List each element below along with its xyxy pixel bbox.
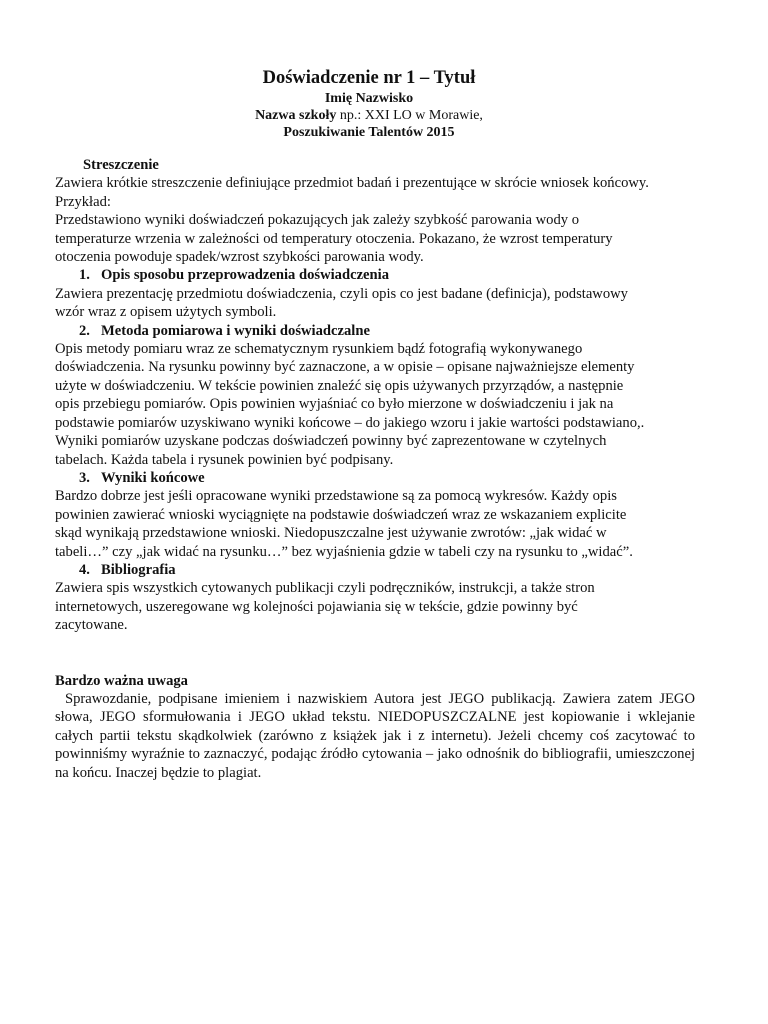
summary-line: temperaturze wrzenia w zależności od temperatury otoczenia. Pokazano, że wzrost temperatury: [55, 230, 613, 247]
section-heading: [55, 322, 695, 340]
section-line: skąd wynikają przedstawione wnioski. Niedopuszczalne jest używanie zwrotów: „jak widać w: [55, 525, 607, 542]
section-title: Bibliografia: [101, 561, 176, 578]
summary-line: Przykład:: [55, 193, 111, 210]
section-title: Metoda pomiarowa i wyniki doświadczalne: [101, 322, 370, 339]
school-value: np.: XXI LO w Morawie,: [336, 108, 483, 123]
section-line: wzór wraz z opisem użytych symboli.: [55, 304, 277, 321]
spacer: [55, 635, 695, 672]
section-number: 4.: [79, 561, 90, 578]
section-number: 3.: [79, 469, 90, 486]
section-heading: [55, 469, 695, 487]
section-line: Zawiera prezentację przedmiotu doświadczenia, czyli opis co jest badane (definicja), podstawowy: [55, 285, 628, 302]
section-line: tabelach. Każda tabela i rysunek powinien być podpisany.: [55, 451, 394, 468]
summary-line: Przedstawiono wyniki doświadczeń pokazujących jak zależy szybkość parowania wody o: [55, 212, 579, 229]
important-note-heading: Bardzo ważna uwaga: [55, 672, 188, 689]
section-title: Wyniki końcowe: [101, 469, 205, 486]
section-line: Zawiera spis wszystkich cytowanych publikacji czyli podręczników, instrukcji, a także stron: [55, 580, 595, 597]
section-line: opis przebiegu pomiarów. Opis powinien wyjaśniać co było mierzone w doświadczeniu i jak na: [55, 396, 614, 413]
section-line: tabeli…” czy „jak widać na rysunku…” bez wyjaśnienia gdzie w tabeli czy na rysunku to „widać”.: [55, 543, 633, 560]
document-title: Doświadczenie nr 1 – Tytuł: [262, 68, 476, 88]
school-label: Nazwa szkoły: [255, 108, 337, 123]
document-body: [55, 156, 695, 782]
section-heading: [55, 561, 695, 579]
document-header: [0, 66, 738, 141]
section-line: zacytowane.: [55, 617, 128, 634]
section-line: internetowych, uszeregowane wg kolejności pojawiania się w tekście, gdzie powinny być: [55, 598, 578, 615]
section-line: doświadczenia. Na rysunku powinny być zaznaczone, a w opisie – opisane najważniejsze elementy: [55, 359, 635, 376]
section-line: Bardzo dobrze jest jeśli opracowane wyniki przedstawione są za pomocą wykresów. Każdy opis: [55, 488, 617, 505]
section-line: Opis metody pomiaru wraz ze schematycznym rysunkiem bądź fotografią wykonywanego: [55, 341, 583, 358]
summary-line: otoczenia powoduje spadek/wzrost szybkości parowania wody.: [55, 249, 424, 266]
summary-line: Zawiera krótkie streszczenie definiujące przedmiot badań i prezentujące w skrócie wniosek końcowy.: [55, 175, 649, 192]
summary-heading: Streszczenie: [83, 157, 159, 173]
section-line: podstawie pomiarów uzyskiwano wyniki końcowe – do jakiego wzoru i jakie wartości podstawiano,.: [55, 414, 645, 431]
author-name: Imię Nazwisko: [324, 91, 414, 106]
section-heading: [55, 266, 695, 284]
section-number: 2.: [79, 322, 90, 339]
section-line: Wyniki pomiarów uzyskane podczas doświadczeń powinny być zaprezentowane w czytelnych: [55, 433, 607, 450]
program-name: Poszukiwanie Talentów 2015: [283, 125, 455, 140]
section-line: użyte w doświadczeniu. W tekście powinien znaleźć się opis używanych przyrządów, a następnie: [55, 377, 624, 394]
section-title: Opis sposobu przeprowadzenia doświadczenia: [101, 267, 389, 284]
school-line: [0, 107, 738, 124]
section-number: 1.: [79, 267, 90, 284]
section-line: powinien zawierać wnioski wyciągnięte na podstawie doświadczeń wraz ze wskazaniem explicite: [55, 506, 627, 523]
important-note-text: Sprawozdanie, podpisane imieniem i nazwiskiem Autora jest JEGO publikacją. Zawiera zatem JEGO słowa, JEGO sformułowania i JEGO układ tekstu. NIEDOPUSZCZALNE jest kopiowanie i wklejanie całych partii tekstu skądkolwiek (zarówno z książek jak i z internetu). Jeżeli chcemy coś zacytować to powinniśmy wyraźnie to zaznaczyć, podając źródło cytowania – jako odnośnik do bibliografii, umieszczonej na końcu. Inaczej będzie to plagiat.: [55, 690, 695, 781]
